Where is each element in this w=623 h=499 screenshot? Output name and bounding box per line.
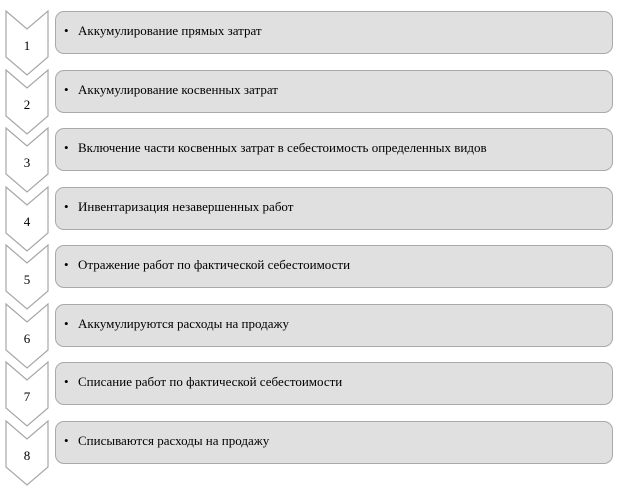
process-step (0, 303, 623, 361)
process-step (0, 361, 623, 419)
bullet-icon: • (64, 374, 69, 389)
bullet-icon: • (64, 81, 69, 97)
step-text: Инвентаризация незавершенных работ (78, 198, 294, 214)
step-card (55, 187, 613, 230)
step-number: 8 (23, 447, 31, 463)
step-number: 6 (23, 330, 31, 346)
process-step (0, 244, 623, 302)
bullet-icon: • (64, 198, 69, 214)
step-text: Аккумулирование прямых затрат (78, 23, 262, 38)
step-card (55, 245, 613, 288)
step-card (55, 362, 613, 405)
bullet-icon: • (64, 257, 69, 272)
bullet-icon: • (64, 23, 69, 38)
bullet-icon: • (64, 432, 69, 448)
step-number: 5 (23, 272, 31, 287)
step-card (55, 304, 613, 347)
step-text: Отражение работ по фактической себестоимости (78, 257, 351, 272)
process-step (0, 69, 623, 127)
bullet-icon: • (64, 315, 69, 331)
step-number: 1 (23, 38, 31, 53)
step-card (55, 11, 613, 54)
step-text: Аккумулируются расходы на продажу (78, 315, 289, 331)
step-number: 4 (23, 213, 31, 229)
process-step (0, 420, 623, 478)
step-number: 2 (23, 96, 31, 112)
process-step (0, 10, 623, 68)
step-number: 7 (23, 389, 31, 404)
step-text: Списываются расходы на продажу (78, 432, 270, 448)
step-card (55, 70, 613, 113)
step-card (55, 128, 613, 171)
bullet-icon: • (64, 140, 69, 155)
process-step (0, 127, 623, 185)
process-step (0, 186, 623, 244)
step-number: 3 (23, 155, 31, 170)
step-text: Списание работ по фактической себестоимости (78, 374, 343, 389)
step-text: Аккумулирование косвенных затрат (78, 81, 278, 97)
step-card (55, 421, 613, 464)
step-text: Включение части косвенных затрат в себестоимость определенных видов (78, 140, 487, 155)
